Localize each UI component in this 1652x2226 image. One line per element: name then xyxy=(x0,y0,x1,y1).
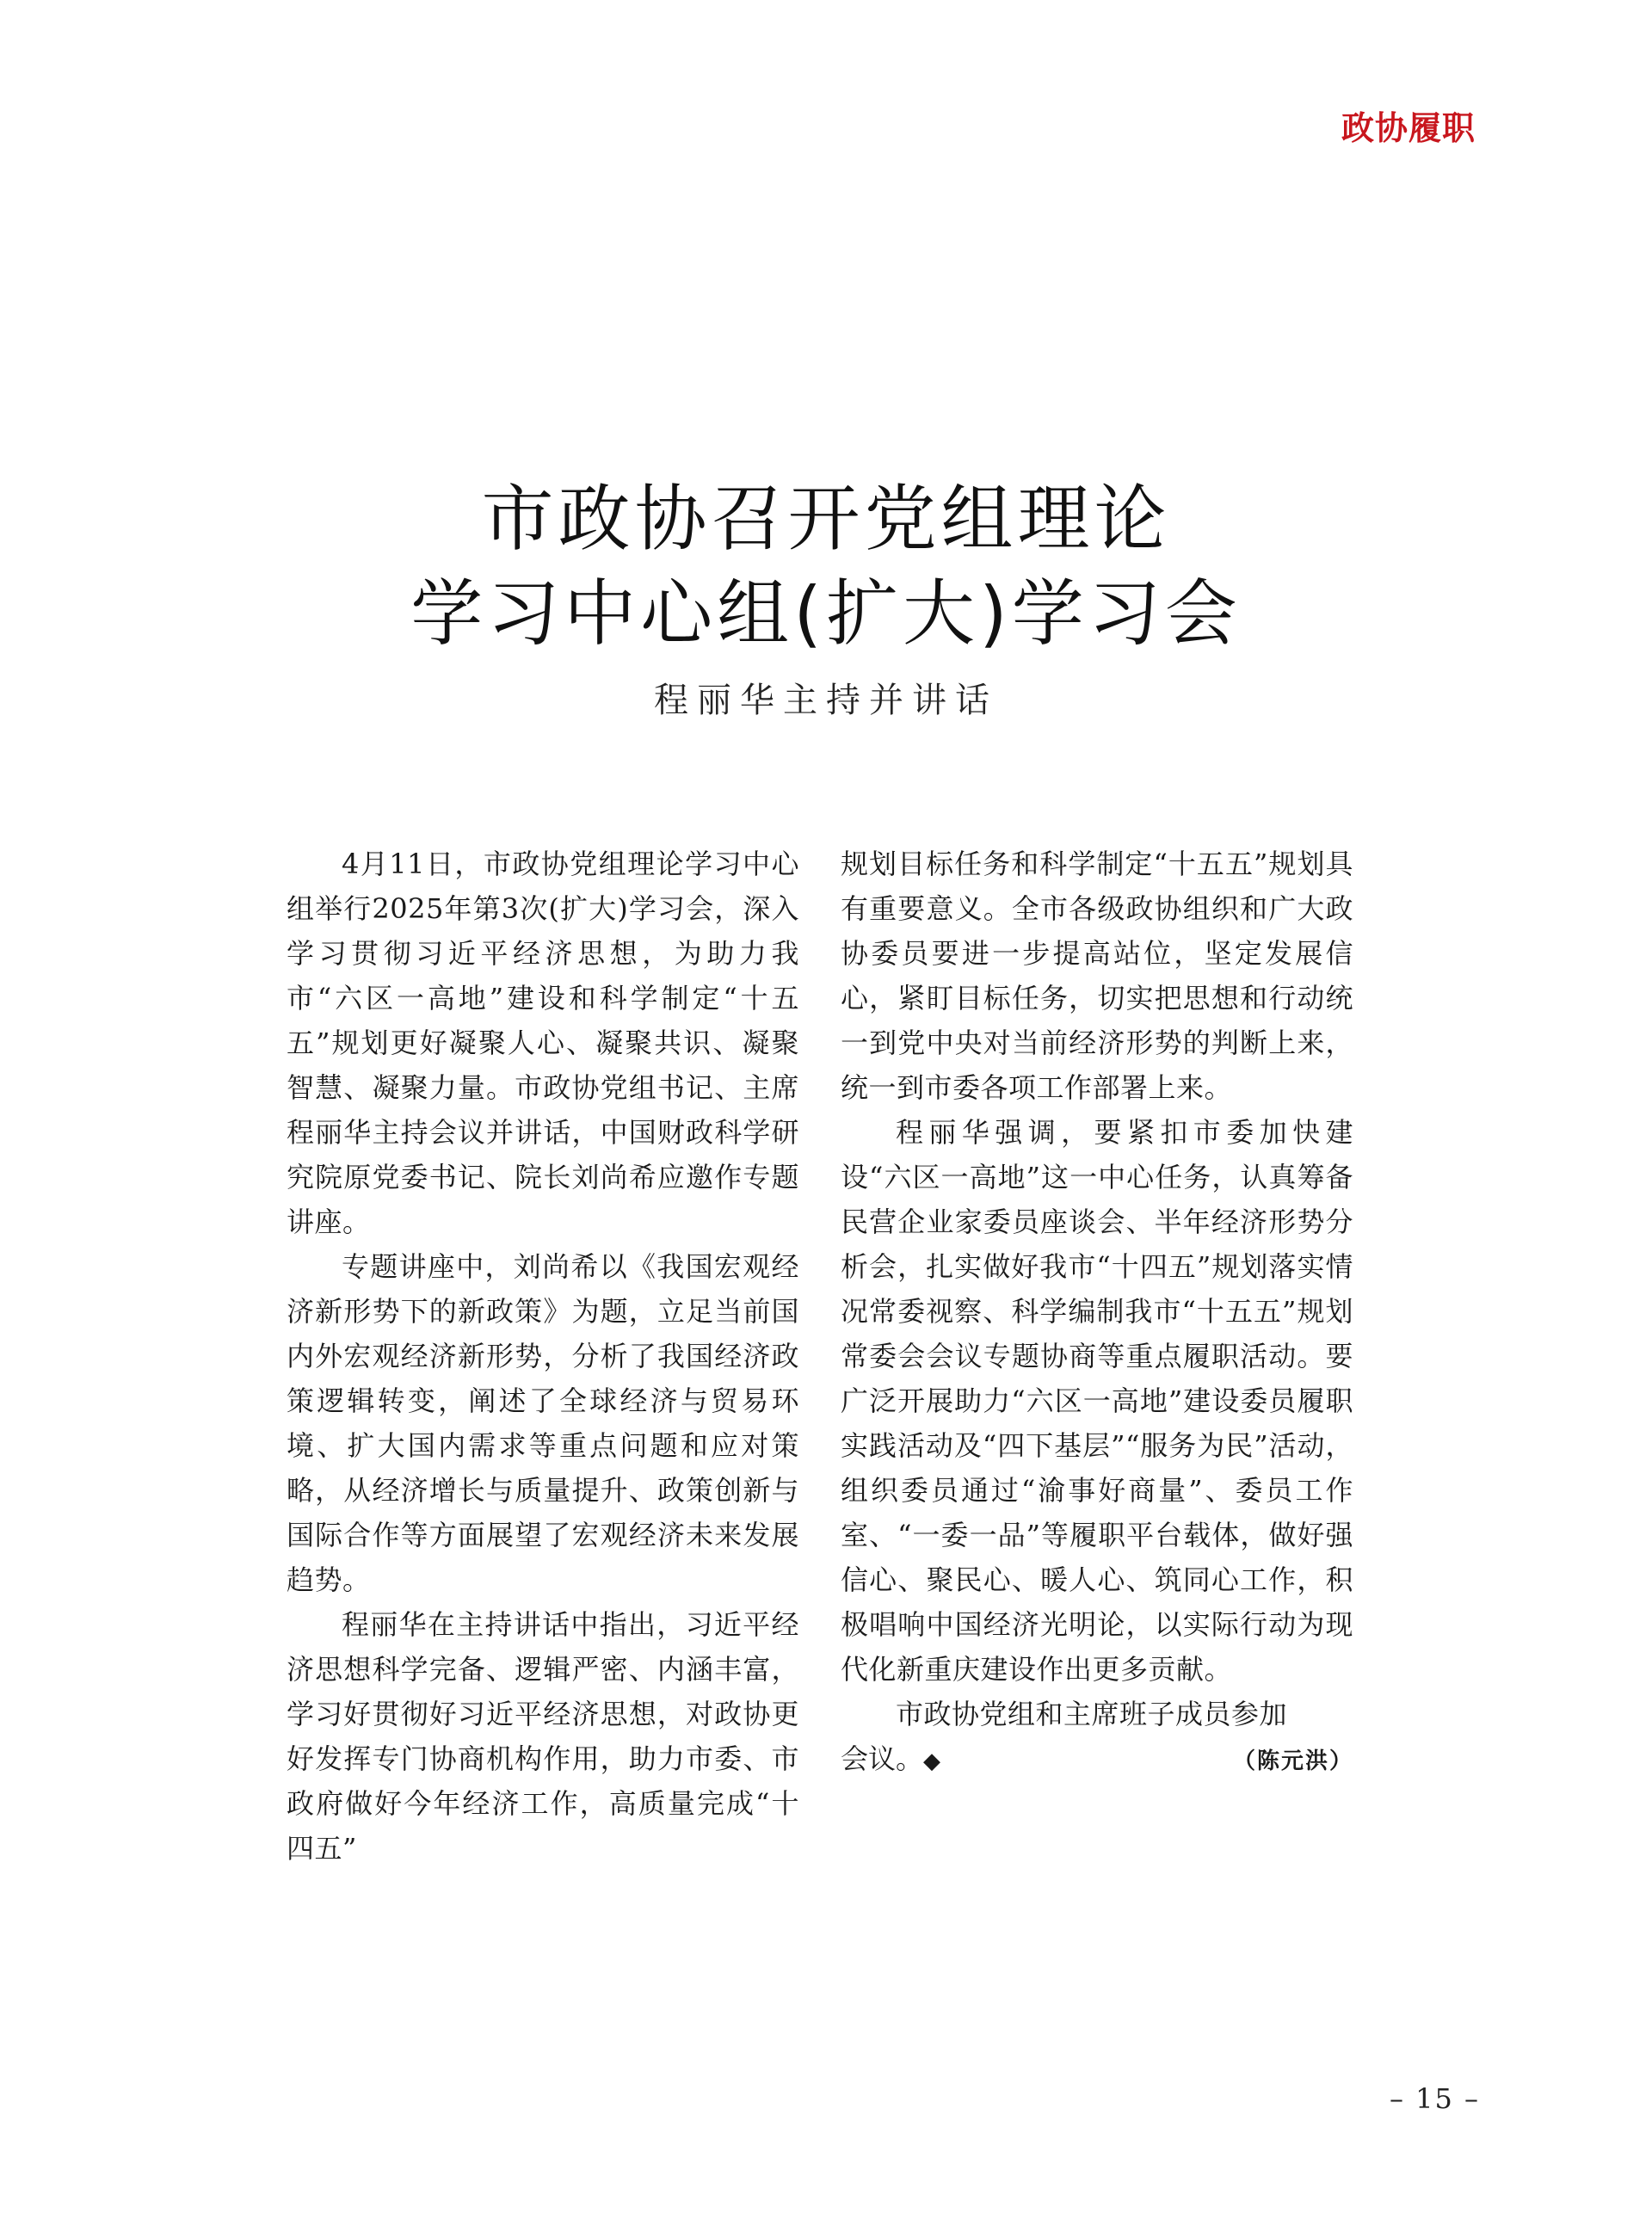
closing-text xyxy=(841,1736,940,1784)
column-right xyxy=(841,842,1353,1871)
title-line-2: 学习中心组(扩大)学习会 xyxy=(410,571,1242,656)
paragraph-3-continued: 规划目标任务和科学制定“十五五”规划具有重要意义。全市各级政协组织和广大政协委员要进一步提高站位，坚定发展信心，紧盯目标任务，切实把思想和行动统一到党中央对当前经济形势的判断上来，统一到市委各项工作部署上来。 xyxy=(841,848,1353,1104)
closing-paragraph: 市政协党组和主席班子成员参加 xyxy=(896,1698,1288,1730)
column-left xyxy=(287,842,799,1871)
closing-words: 会议。 xyxy=(841,1742,924,1775)
paragraph-1: 4月11日，市政协党组理论学习中心组举行2025年第3次(扩大)学习会，深入学习贯彻习近平经济思想，为助力我市“六区一高地”建设和科学制定“十五五”规划更好凝聚人心、凝聚共识、凝聚智慧、凝聚力量。市政协党组书记、主席程丽华主持会议并讲话，中国财政科学研究院原党委书记、院长刘尚希应邀作专题讲座。 xyxy=(287,848,799,1238)
end-mark-icon: ◆ xyxy=(923,1748,941,1774)
paragraph-4: 程丽华强调，要紧扣市委加快建设“六区一高地”这一中心任务，认真筹备民营企业家委员座谈会、半年经济形势分析会，扎实做好我市“十四五”规划落实情况常委视察、科学编制我市“十五五”规划常委会会议专题协商等重点履职活动。要广泛开展助力“六区一高地”建设委员履职实践活动及“四下基层”“服务为民”活动，组织委员通过“渝事好商量”、委员工作室、“一委一品”等履职平台载体，做好强信心、聚民心、暖人心、筑同心工作，积极唱响中国经济光明论，以实际行动为现代化新重庆建设作出更多贡献。 xyxy=(841,1116,1353,1686)
article-body xyxy=(287,842,1353,1871)
closing-last-line xyxy=(841,1736,1353,1784)
section-tag: 政协履职 xyxy=(1341,109,1476,147)
paragraph-2: 专题讲座中，刘尚希以《我国宏观经济新形势下的新政策》为题，立足当前国内外宏观经济新形势，分析了我国经济政策逻辑转变，阐述了全球经济与贸易环境、扩大国内需求等重点问题和应对策略，从经济增长与质量提升、政策创新与国际合作等方面展望了宏观经济未来发展趋势。 xyxy=(287,1250,799,1596)
paragraph-3: 程丽华在主持讲话中指出，习近平经济思想科学完备、逻辑严密、内涵丰富，学习好贯彻好习近平经济思想，对政协更好发挥专门协商机构作用，助力市委、市政府做好今年经济工作，高质量完成“十四五” xyxy=(287,1608,799,1865)
title-line-1: 市政协召开党组理论 xyxy=(481,477,1171,561)
subtitle: 程丽华主持并讲话 xyxy=(654,681,998,720)
byline: （陈元洪） xyxy=(1232,1748,1353,1774)
page-number: – 15 – xyxy=(1389,2082,1480,2115)
title-block xyxy=(0,472,1652,722)
